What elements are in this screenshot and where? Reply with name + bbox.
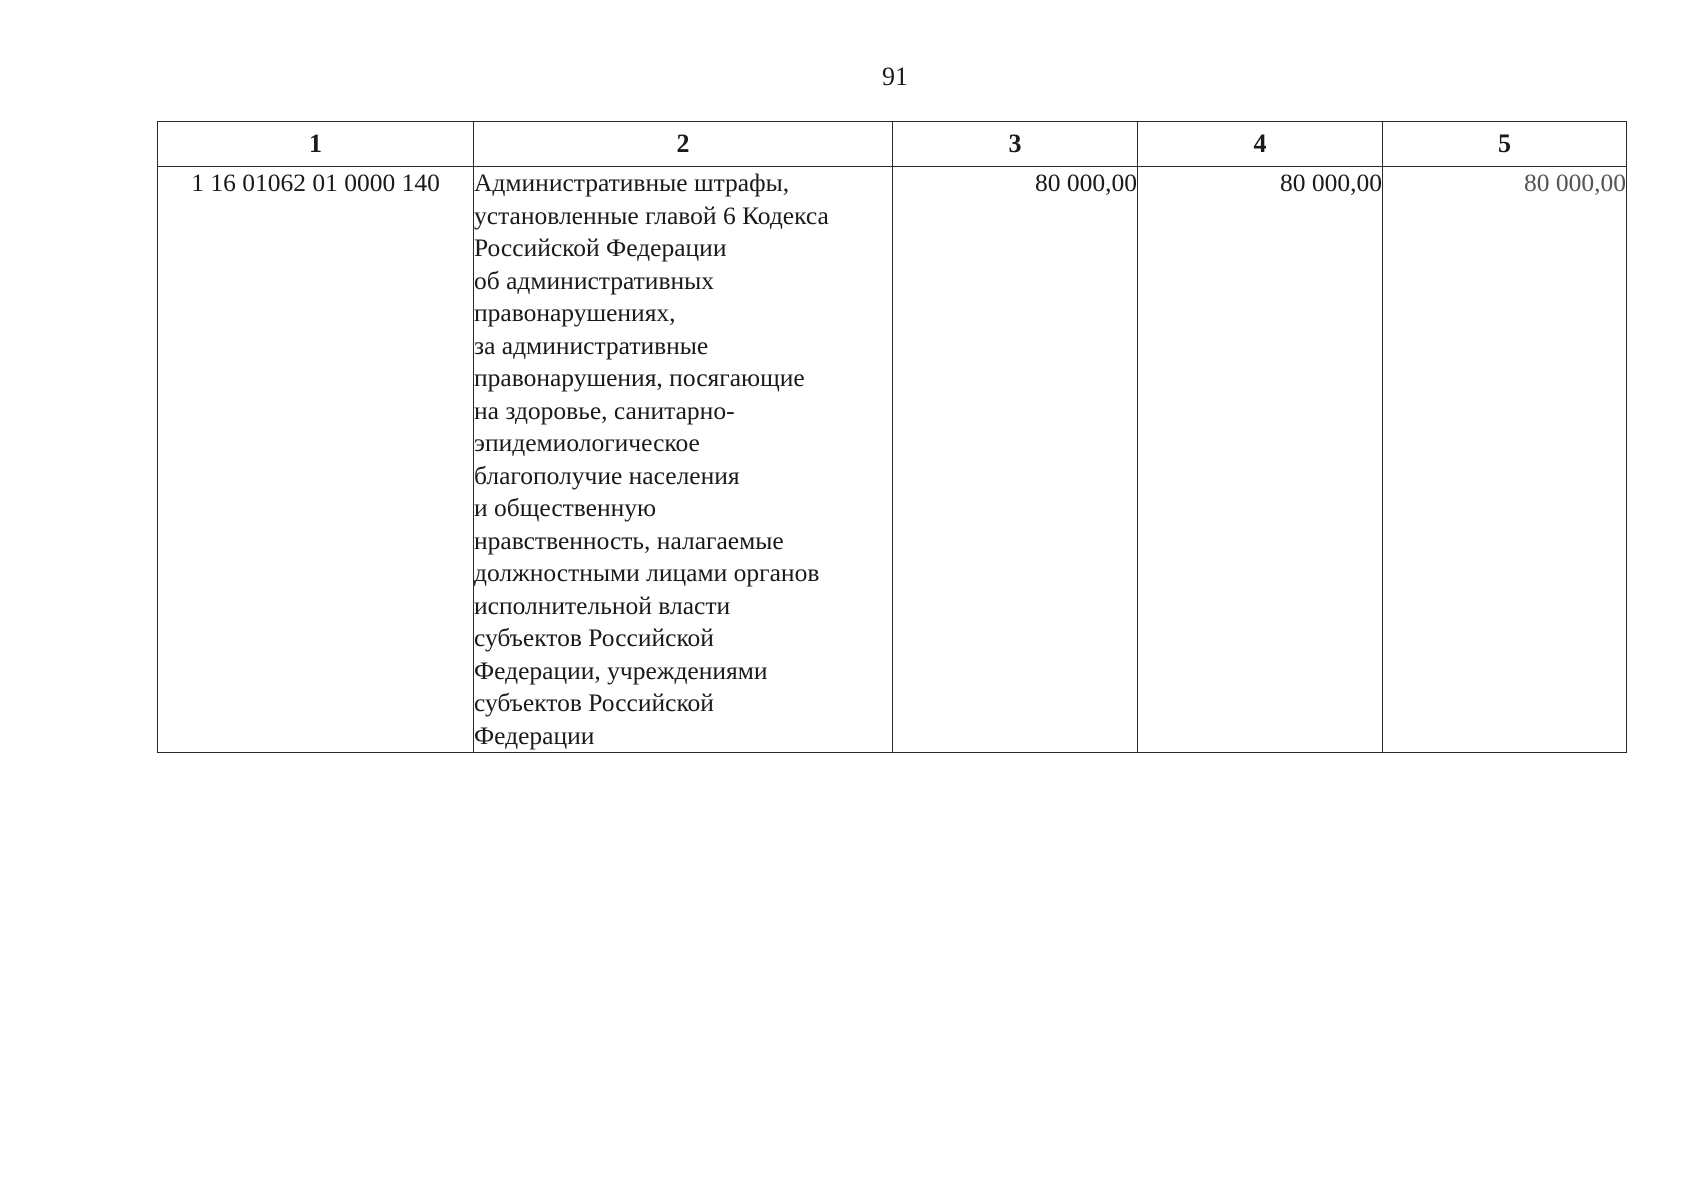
revenue-description: Административные штрафы, установленные главой 6 Кодекса Российской Федерации об административных правонарушениях, за административные правонарушения, посягающие на здоровье, санитарно- эпидемиологическое благополучие населения и общественную нравственность, налагаемые должностными лицами органов исполнительной власти субъектов Российской Федерации, учреждениями субъектов Российской Федерации xyxy=(474,167,893,753)
page-number: 91 xyxy=(882,62,908,91)
amount-column-3: 80 000,00 xyxy=(893,167,1138,753)
column-header-4: 4 xyxy=(1138,122,1383,167)
budget-classification-code: 1 16 01062 01 0000 140 xyxy=(158,167,474,753)
table-row xyxy=(158,167,1627,753)
header-row xyxy=(158,122,1627,167)
table-body xyxy=(158,167,1627,753)
column-header-1: 1 xyxy=(158,122,474,167)
column-header-2: 2 xyxy=(474,122,893,167)
column-header-5: 5 xyxy=(1383,122,1627,167)
table-header xyxy=(158,122,1627,167)
revenue-table xyxy=(157,121,1627,753)
amount-column-5: 80 000,00 xyxy=(1383,167,1627,753)
amount-column-4: 80 000,00 xyxy=(1138,167,1383,753)
column-header-3: 3 xyxy=(893,122,1138,167)
